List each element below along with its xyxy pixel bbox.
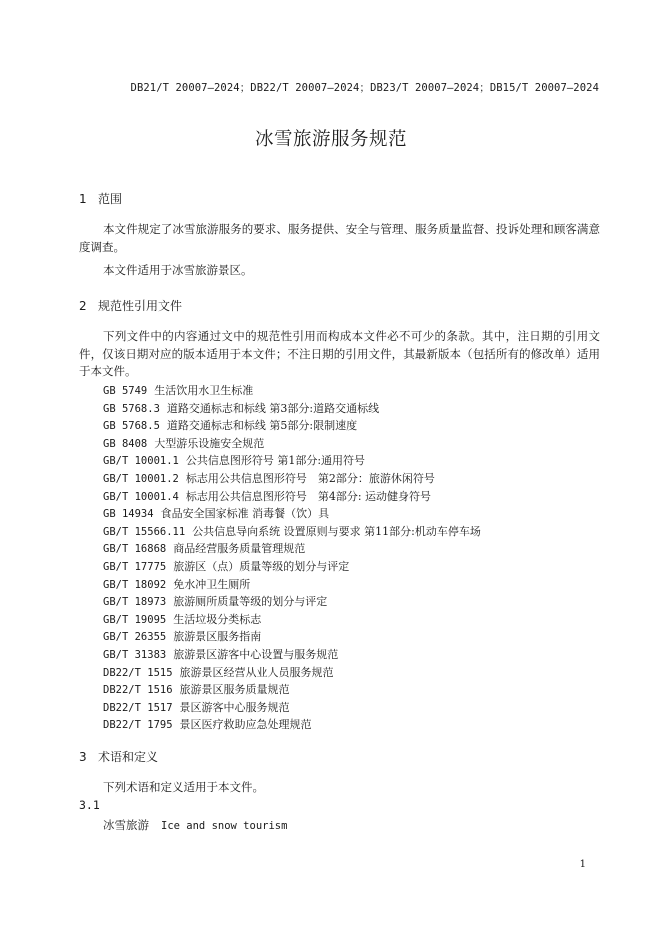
reference-code: GB/T 19095 (103, 613, 167, 626)
section-1-heading (79, 190, 122, 207)
reference-title: 旅游区（点）质量等级的划分与评定 (173, 559, 350, 573)
term-english: Ice and snow tourism (161, 820, 288, 832)
reference-code: DB22/T 1516 (103, 684, 173, 697)
section-number: 1 (79, 192, 87, 206)
reference-item (103, 681, 481, 699)
standard-codes-header: DB21/T 20007—2024；DB22/T 20007—2024；DB23/T 20007—2024；DB15/T 20007—2024 (130, 82, 599, 94)
reference-code: GB/T 18092 (103, 578, 167, 591)
scope-paragraph-1: 本文件规定了冰雪旅游服务的要求、服务提供、安全与管理、服务质量监督、投诉处理和顾客满意度调查。 (79, 222, 600, 254)
reference-item (103, 716, 481, 734)
reference-code: GB/T 15566.11 (103, 525, 186, 538)
reference-title: 标志用公共信息图形符号 第4部分: 运动健身符号 (185, 489, 432, 503)
document-title: 冰雪旅游服务规范 (254, 129, 407, 150)
reference-title: 食品安全国家标准 消毒餐（饮）具 (160, 507, 330, 521)
reference-title: 景区游客中心服务规范 (179, 700, 290, 714)
reference-item (103, 628, 481, 646)
reference-code: GB/T 18973 (103, 596, 167, 609)
reference-title: 生活饮用水卫生标准 (154, 384, 254, 397)
reference-item (103, 540, 481, 558)
reference-item (103, 699, 481, 717)
reference-item (103, 646, 481, 664)
reference-title: 标志用公共信息图形符号 第2部分：旅游休闲符号 (185, 471, 435, 485)
reference-code: GB/T 17775 (103, 560, 167, 573)
reference-code: GB/T 10001.1 (103, 455, 179, 468)
section-2-heading (79, 297, 182, 314)
section-number: 3 (79, 750, 87, 764)
reference-item (103, 488, 481, 506)
reference-title: 大型游乐设施安全规范 (154, 436, 265, 450)
page-number: 1 (579, 859, 586, 870)
reference-item (103, 558, 481, 576)
reference-code: DB22/T 1517 (103, 701, 173, 714)
reference-item (103, 593, 481, 611)
reference-title: 免水冲卫生厕所 (173, 577, 251, 591)
reference-code: GB 8408 (103, 437, 148, 450)
reference-item (103, 505, 481, 523)
reference-code: GB 5749 (103, 385, 148, 397)
section-title: 规范性引用文件 (98, 299, 183, 313)
terms-intro: 下列术语和定义适用于本文件。 (103, 780, 264, 794)
reference-code: GB 14934 (103, 508, 154, 521)
reference-title: 旅游景区经营从业人员服务规范 (179, 665, 334, 679)
reference-item (103, 417, 481, 435)
reference-code: DB22/T 1515 (103, 666, 173, 679)
reference-item (103, 664, 481, 682)
reference-title: 旅游景区服务指南 (173, 630, 262, 644)
term-number: 3.1 (79, 798, 100, 812)
reference-item (103, 611, 481, 629)
reference-code: GB 5768.3 (103, 402, 160, 415)
reference-title: 商品经营服务质量管理规范 (173, 542, 306, 556)
reference-item (103, 400, 481, 418)
reference-list (103, 382, 481, 734)
section-title: 范围 (98, 192, 123, 206)
reference-item (103, 382, 481, 400)
term-chinese: 冰雪旅游 (103, 818, 149, 832)
reference-code: GB/T 31383 (103, 648, 167, 661)
reference-title: 公共信息图形符号 第1部分:通用符号 (185, 454, 366, 468)
reference-code: GB/T 16868 (103, 543, 167, 556)
reference-code: GB/T 10001.4 (103, 490, 179, 503)
reference-item (103, 435, 481, 453)
normative-refs-intro: 下列文件中的内容通过文中的规范性引用而构成本文件必不可少的条款。其中，注日期的引用文件，仅该日期对应的版本适用于本文件；不注日期的引用文件，其最新版本（包括所有的修改单）适用于本文件。 (79, 329, 600, 378)
reference-title: 景区医疗救助应急处理规范 (179, 718, 312, 732)
scope-paragraph-2: 本文件适用于冰雪旅游景区。 (103, 263, 253, 277)
reference-item (103, 452, 481, 470)
reference-code: GB 5768.5 (103, 420, 160, 433)
reference-title: 旅游厕所质量等级的划分与评定 (173, 595, 328, 609)
reference-title: 生活垃圾分类标志 (173, 612, 262, 626)
reference-item (103, 523, 481, 541)
term-entry (103, 817, 287, 833)
reference-title: 道路交通标志和标线 第3部分:道路交通标线 (166, 401, 380, 415)
reference-title: 旅游景区游客中心设置与服务规范 (173, 647, 339, 661)
section-title: 术语和定义 (98, 750, 159, 764)
reference-title: 旅游景区服务质量规范 (179, 683, 290, 697)
reference-item (103, 470, 481, 488)
reference-item (103, 576, 481, 594)
section-number: 2 (79, 299, 87, 313)
reference-title: 道路交通标志和标线 第5部分:限制速度 (166, 419, 358, 433)
reference-code: GB/T 26355 (103, 631, 167, 644)
section-3-heading (79, 748, 158, 765)
reference-code: GB/T 10001.2 (103, 472, 179, 485)
reference-code: DB22/T 1795 (103, 719, 173, 732)
reference-title: 公共信息导向系统 设置原则与要求 第11部分:机动车停车场 (192, 524, 481, 538)
